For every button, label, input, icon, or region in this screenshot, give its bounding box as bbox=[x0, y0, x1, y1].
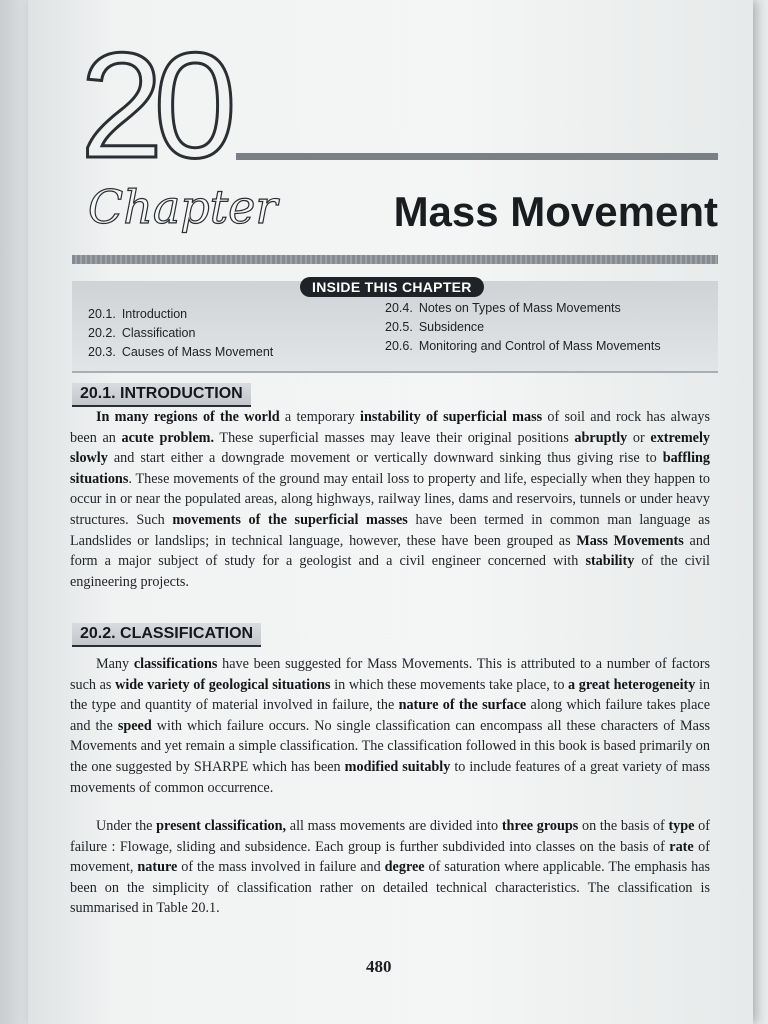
bold-run: classifications bbox=[133, 656, 218, 672]
bold-run: abruptly bbox=[574, 429, 628, 446]
bold-run: three groups bbox=[501, 818, 579, 834]
chapter-rule-top bbox=[236, 153, 718, 160]
bold-run: Mass Movements bbox=[576, 532, 684, 549]
toc-num: 20.2. bbox=[88, 326, 116, 340]
toc-num: 20.5. bbox=[385, 320, 413, 334]
bold-run: baffling situations bbox=[70, 450, 710, 487]
text-run: all mass movements are divided into bbox=[286, 818, 502, 834]
text-run: These superficial masses may leave their original positions bbox=[214, 429, 575, 446]
toc-right-column bbox=[385, 299, 661, 356]
section-heading-introduction: 20.1. INTRODUCTION bbox=[72, 383, 251, 407]
chapter-word: Chapter bbox=[88, 180, 278, 234]
text-run: with which failure occurs. No single classification can encompass all these characters of Mass Movements and yet remain a simple classification. The classification followed in this book is based primarily on the one suggested by SHARPE which has been bbox=[70, 717, 710, 775]
toc-item bbox=[385, 299, 661, 318]
bold-run: wide variety of geological situations bbox=[115, 676, 331, 693]
page-number: 480 bbox=[366, 957, 392, 976]
text-run: Under the bbox=[96, 818, 157, 834]
text-run: in the type and quantity of material involved in failure, the bbox=[70, 676, 711, 714]
toc-num: 20.1. bbox=[88, 307, 116, 321]
page-edge bbox=[0, 0, 28, 1024]
classification-paragraph-1 bbox=[70, 654, 710, 798]
inside-chapter-label: INSIDE THIS CHAPTER bbox=[300, 277, 484, 297]
bold-run: In many regions of the world bbox=[96, 409, 280, 425]
text-run: of movement, bbox=[70, 838, 710, 876]
bold-run: type bbox=[668, 818, 695, 834]
text-run: of saturation where applicable. The emphasis has been on the simplicity of classification rather on detailed technical characteristics. The classification is summarised in Table 20.1. bbox=[70, 859, 711, 917]
bold-run: nature of the surface bbox=[398, 697, 527, 714]
bold-run: rate bbox=[669, 838, 694, 855]
text-run: and form a major subject of study for a geologist and a civil engineer concerned with bbox=[70, 532, 711, 570]
chapter-number: 20 bbox=[80, 21, 227, 189]
bold-run: speed bbox=[117, 717, 152, 734]
bold-run: a great heterogeneity bbox=[568, 676, 696, 693]
introduction-paragraph bbox=[70, 407, 710, 592]
text-run: have been termed in common man language as Landslides or landslips; in technical language, however, these have been grouped as bbox=[70, 511, 710, 549]
toc-num: 20.6. bbox=[385, 339, 413, 353]
toc-item bbox=[88, 324, 273, 343]
toc-num: 20.3. bbox=[88, 345, 116, 359]
toc-num: 20.4. bbox=[385, 301, 413, 315]
bold-run: acute problem. bbox=[121, 429, 215, 446]
toc-text: Notes on Types of Mass Movements bbox=[418, 301, 621, 315]
text-run: of the mass involved in failure and bbox=[177, 859, 385, 876]
bold-run: degree bbox=[384, 859, 425, 876]
text-run: on the basis of bbox=[578, 818, 669, 834]
text-run: or bbox=[627, 429, 651, 446]
text-run: in which these movements take place, to bbox=[330, 676, 569, 693]
text-run: along which failure takes place and the bbox=[70, 697, 710, 734]
bold-run: modified suitably bbox=[344, 758, 451, 775]
toc-text: Causes of Mass Movement bbox=[121, 345, 274, 359]
text-run: . These movements of the ground may entail loss to property and life, especially when they happen to occur in or near the populated areas, along highways, railway lines, dams and reservoirs, tunnels or under heavy structures. Such bbox=[70, 470, 710, 528]
bold-run: extremely slowly bbox=[70, 429, 710, 467]
bold-run: nature bbox=[137, 859, 178, 876]
bold-run: instability of superficial mass bbox=[360, 409, 543, 425]
toc-item bbox=[88, 343, 273, 362]
section-heading-classification: 20.2. CLASSIFICATION bbox=[72, 623, 261, 647]
bold-run: present classification, bbox=[156, 818, 287, 834]
text-run: and start either a downgrade movement or vertically downward sinking thus giving rise to bbox=[107, 450, 663, 467]
text-run: have been suggested for Mass Movements. This is attributed to a number of factors such as bbox=[70, 656, 710, 693]
bold-run: movements of the superficial masses bbox=[172, 511, 408, 528]
text-run: of failure : Flowage, sliding and subsidence. Each group is further subdivided into classes on the basis of bbox=[70, 818, 710, 855]
bold-run: stability bbox=[585, 553, 635, 570]
toc-text: Monitoring and Control of Mass Movements bbox=[418, 339, 661, 353]
text-run: Many bbox=[96, 656, 134, 672]
classification-paragraph-2 bbox=[70, 816, 710, 919]
toc-item bbox=[385, 318, 661, 337]
toc-text: Subsidence bbox=[418, 320, 485, 334]
toc-text: Classification bbox=[121, 326, 196, 340]
text-run: of soil and rock has always been an bbox=[70, 409, 710, 446]
chapter-title: Mass Movement bbox=[393, 188, 718, 235]
text-run: to include features of a great variety of mass movements of common occurrence. bbox=[70, 758, 710, 796]
toc-item bbox=[88, 305, 273, 324]
chapter-rule-mid bbox=[72, 255, 718, 264]
text-run: of the civil engineering projects. bbox=[70, 553, 710, 590]
toc-left-column bbox=[88, 305, 273, 362]
toc-text: Introduction bbox=[121, 307, 188, 321]
toc-item bbox=[385, 337, 661, 356]
text-run: a temporary bbox=[279, 409, 361, 425]
